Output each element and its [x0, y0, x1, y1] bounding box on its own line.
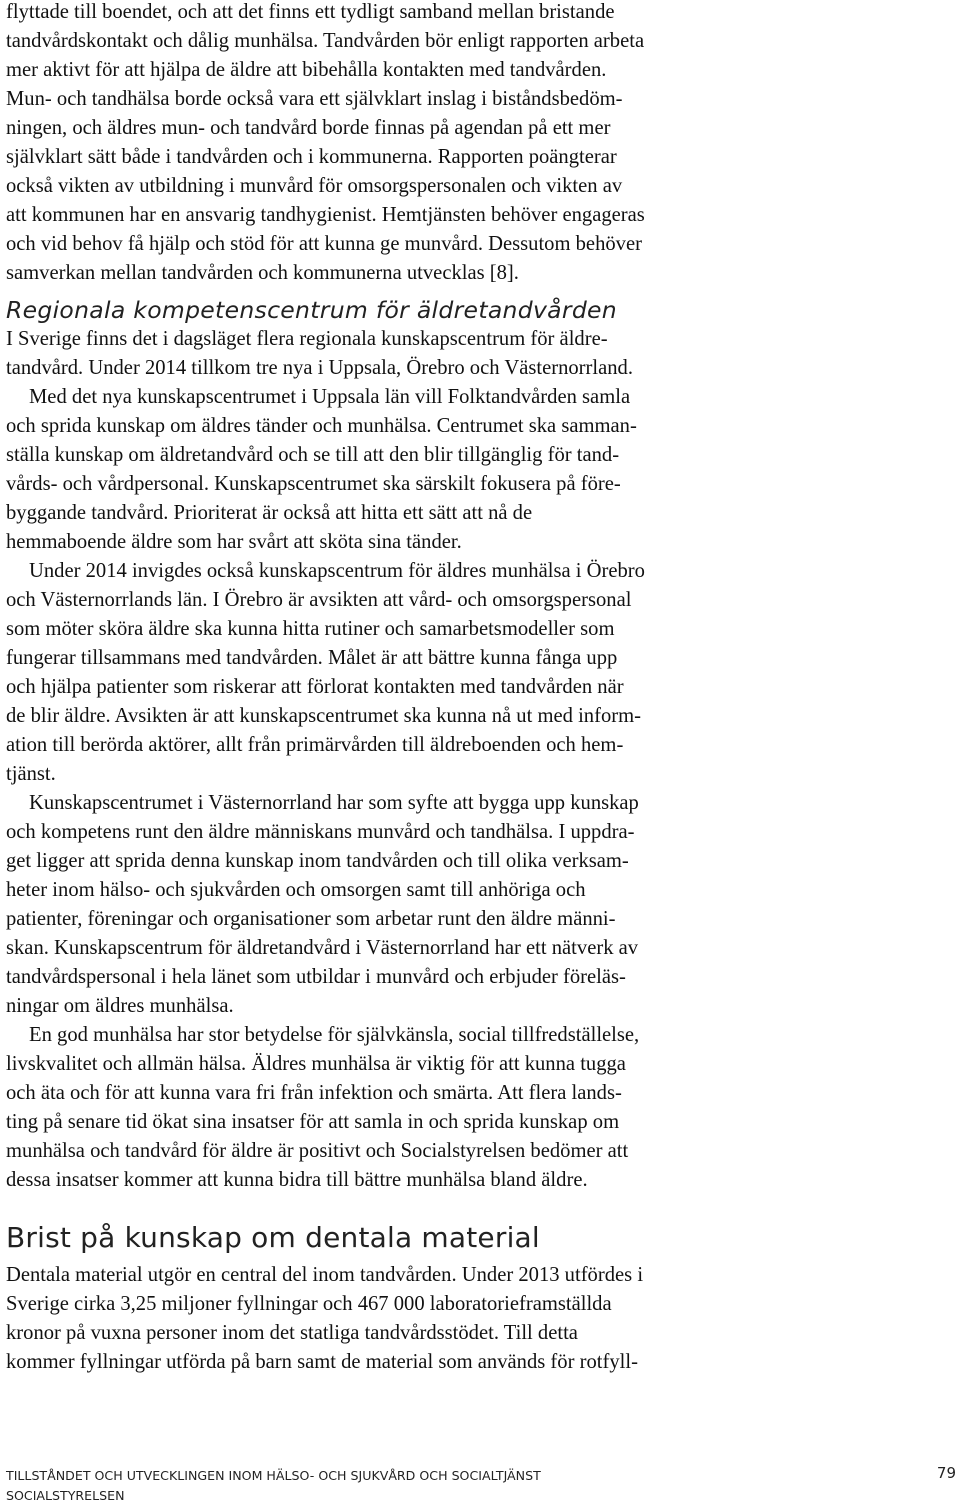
- text-line: livskvalitet och allmän hälsa. Äldres munhälsa är viktig för att kunna tugga: [6, 1053, 626, 1075]
- text-line: tandvårdspersonal i hela länet som utbildar i munvård och erbjuder föreläs-: [6, 966, 626, 988]
- text-line: att kommunen har en ansvarig tandhygienist. Hemtjänsten behöver engageras: [6, 204, 645, 226]
- text-line: självklart sätt både i tandvården och i kommunerna. Rapporten poängterar: [6, 146, 617, 168]
- text-line: munhälsa och tandvård för äldre är positivt och Socialstyrelsen bedömer att: [6, 1140, 629, 1162]
- text-line: En god munhälsa har stor betydelse för självkänsla, social tillfredställelse,: [29, 1024, 640, 1046]
- paragraph-uppsala: [6, 383, 954, 557]
- text-line: de blir äldre. Avsikten är att kunskapscentrumet ska kunna nå ut med inform-: [6, 705, 641, 727]
- text-line: Kunskapscentrumet i Västernorrland har som syfte att bygga upp kunskap: [29, 792, 639, 814]
- text-line: och kompetens runt den äldre människans munvård och tandhälsa. I uppdra-: [6, 821, 635, 843]
- paragraph-munhalsa: [6, 1021, 954, 1195]
- text-line: som möter sköra äldre ska kunna hitta rutiner och samarbetsmodeller som: [6, 618, 615, 640]
- text-line: och äta och för att kunna vara fri från infektion och smärta. Att flera lands-: [6, 1082, 622, 1104]
- footer-publisher: SOCIALSTYRELSEN: [6, 1488, 125, 1503]
- text-line: ting på senare tid ökat sina insatser för att samla in och sprida kunskap om: [6, 1111, 620, 1133]
- text-line: Med det nya kunskapscentrumet i Uppsala län vill Folktandvården samla: [29, 386, 631, 408]
- footer-report-title: TILLSTÅNDET OCH UTVECKLINGEN INOM HÄLSO- OCH SJUKVÅRD OCH SOCIALTJÄNST: [6, 1468, 541, 1483]
- text-line: också vikten av utbildning i munvård för omsorgspersonalen och vikten av: [6, 175, 623, 197]
- text-line: hemmaboende äldre som har svårt att sköta sina tänder.: [6, 531, 462, 553]
- section-heading-regional: Regionala kompetenscentrum för äldretandvården: [6, 296, 617, 324]
- text-line: dessa insatser kommer att kunna bidra till bättre munhälsa bland äldre.: [6, 1169, 588, 1191]
- text-line: tandvård. Under 2014 tillkom tre nya i Uppsala, Örebro och Västernorrland.: [6, 357, 633, 379]
- text-line: fungerar tillsammans med tandvården. Målet är att bättre kunna fånga upp: [6, 647, 618, 669]
- text-line: skan. Kunskapscentrum för äldretandvård i Västernorrland har ett nätverk av: [6, 937, 639, 959]
- text-line: ställa kunskap om äldretandvård och se till att den blir tillgänglig för tand-: [6, 444, 620, 466]
- text-line: ningar om äldres munhälsa.: [6, 995, 234, 1017]
- text-line: Under 2014 invigdes också kunskapscentrum för äldres munhälsa i Örebro: [29, 560, 645, 582]
- text-line: samverkan mellan tandvården och kommunerna utvecklas [8].: [6, 262, 519, 284]
- text-line: kommer fyllningar utförda på barn samt de material som används för rotfyll-: [6, 1351, 638, 1373]
- text-line: ation till berörda aktörer, allt från primärvården till äldreboenden och hem-: [6, 734, 624, 756]
- page-footer: [6, 1466, 541, 1506]
- text-line: och Västernorrlands län. I Örebro är avsikten att vård- och omsorgspersonal: [6, 589, 632, 611]
- section-heading-dental-material: Brist på kunskap om dentala material: [6, 1221, 540, 1254]
- text-line: och sprida kunskap om äldres tänder och munhälsa. Centrumet ska samman-: [6, 415, 637, 437]
- text-line: kronor på vuxna personer inom det statliga tandvårdsstödet. Till detta: [6, 1322, 578, 1344]
- text-line: Dentala material utgör en central del inom tandvården. Under 2013 utfördes i: [6, 1264, 644, 1286]
- text-line: och hjälpa patienter som riskerar att förlorat kontakten med tandvården när: [6, 676, 624, 698]
- text-line: byggande tandvård. Prioriterat är också att hitta ett sätt att nå de: [6, 502, 533, 524]
- text-line: get ligger att sprida denna kunskap inom tandvården och till olika verksam-: [6, 850, 629, 872]
- text-line: patienter, föreningar och organisationer som arbetar runt den äldre männi-: [6, 908, 616, 930]
- text-line: Sverige cirka 3,25 miljoner fyllningar och 467 000 laboratorieframställda: [6, 1293, 612, 1315]
- paragraph-orebro: [6, 557, 954, 789]
- text-line: och vid behov få hjälp och stöd för att kunna ge munvård. Dessutom behöver: [6, 233, 642, 255]
- text-line: tandvårdskontakt och dålig munhälsa. Tandvården bör enligt rapporten arbeta: [6, 30, 645, 52]
- text-line: ningen, och äldres mun- och tandvård borde finnas på agendan på ett mer: [6, 117, 611, 139]
- page-body: [6, 0, 954, 1377]
- text-line: mer aktivt för att hjälpa de äldre att bibehålla kontakten med tandvården.: [6, 59, 607, 81]
- paragraph-intro: [6, 0, 954, 288]
- text-line: Mun- och tandhälsa borde också vara ett självklart inslag i biståndsbedöm-: [6, 88, 623, 110]
- paragraph-regional-intro: [6, 325, 954, 383]
- paragraph-dental-material: [6, 1261, 954, 1377]
- text-line: I Sverige finns det i dagsläget flera regionala kunskapscentrum för äldre-: [6, 328, 608, 350]
- text-line: heter inom hälso- och sjukvården och omsorgen samt till anhöriga och: [6, 879, 586, 901]
- text-line: flyttade till boendet, och att det finns ett tydligt samband mellan bristande: [6, 1, 615, 23]
- text-line: vårds- och vårdpersonal. Kunskapscentrumet ska särskilt fokusera på före-: [6, 473, 621, 495]
- page-number: 79: [936, 1464, 956, 1482]
- text-line: tjänst.: [6, 763, 56, 785]
- paragraph-vasternorrland: [6, 789, 954, 1021]
